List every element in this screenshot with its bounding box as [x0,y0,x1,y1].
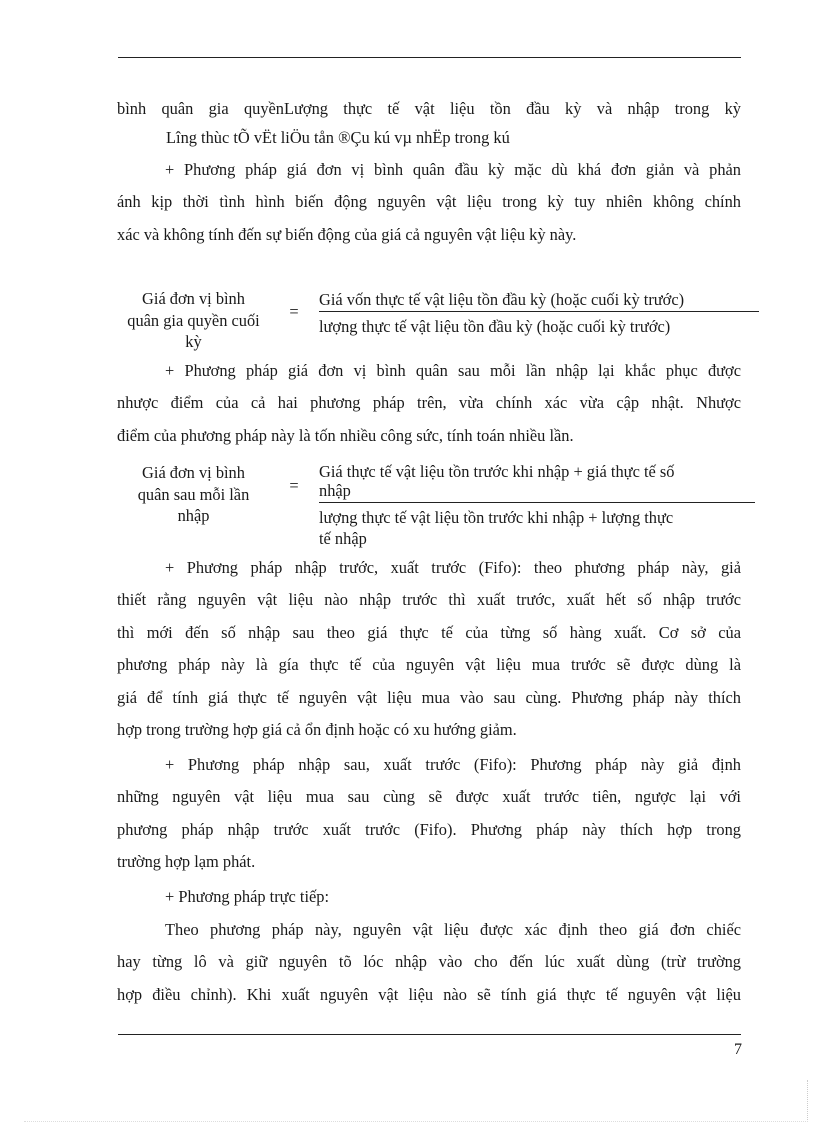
paragraph-weighted-average [117,93,741,155]
text-line: giá để tính giá thực tế nguyên vật liệu mua vào sau cùng. Phương pháp này thích [117,687,741,707]
page-number: 7 [734,1041,742,1058]
text-line: + Phương pháp nhập sau, xuất trước (Fifo): Phương pháp này giả định [165,755,741,774]
text-line: trường hợp lạm phát. [117,852,256,872]
numerator-line: Giá thực tế vật liệu tồn trước khi nhập + giá thực tế số [319,462,675,481]
text-line: + Phương pháp giá đơn vị bình quân đầu kỳ mặc dù khá đơn giản và phản [165,160,741,179]
text-line: những nguyên vật liệu mua sau cùng sẽ được xuất trước tiên, ngược lại với [117,787,741,807]
text-line: nhược điểm của cả hai phương pháp trên, vừa chính xác vừa cập nhật. Nhược [117,393,741,413]
text-line: điểm của phương pháp này là tốn nhiều công sức, tính toán nhiều lần. [117,425,574,445]
denominator-line: lượng thực tế vật liệu tồn đầu kỳ (hoặc cuối kỳ trước) [319,317,671,336]
numerator-line: nhập [319,481,351,500]
formula-after-each-import [117,462,757,554]
text-line: phương pháp này là gía thực tế của nguyên vật liệu mua trước sẽ được dùng là [117,655,741,675]
paragraph-direct [117,914,741,1011]
formula-weighted-average-end [117,288,757,358]
paragraph-direct-heading [117,881,741,913]
header-rule [118,57,741,58]
text-line: thì mới đến số nhập sau theo giá thực tế của từng số hàng xuất. Cơ sở của [117,622,741,642]
formula-label [117,288,270,353]
formula-numerator [319,290,759,312]
text-line-garbled: Lîng thùc tÕ vËt liÖu tån ®Çu kú vµ nhËp trong kú [166,128,510,148]
formula-label-line: Giá đơn vị bình [142,463,245,482]
paragraph-beginning-average [117,154,741,251]
text-line: ánh kịp thời tình hình biến động nguyên vật liệu trong kỳ tuy nhiên không chính [117,192,741,212]
paragraph-fifo [117,552,741,746]
text-line: + Phương pháp giá đơn vị bình quân sau mỗi lần nhập lại khắc phục được [165,361,741,380]
denominator-line: lượng thực tế vật liệu tồn trước khi nhập + lượng thực [319,508,674,527]
page-edge-marker [807,1080,808,1120]
formula-fraction [319,290,759,337]
formula-label-line: Giá đơn vị bình [142,289,245,308]
numerator-line: Giá vốn thực tế vật liệu tồn đầu kỳ (hoặc cuối kỳ trước) [319,290,685,309]
formula-label-line: nhập [177,506,210,525]
formula-denominator [319,503,755,549]
text-line: hợp trong trường hợp giá cả ổn định hoặc có xu hướng giảm. [117,720,517,740]
text-line: + Phương pháp nhập trước, xuất trước (Fifo): theo phương pháp này, giả [165,558,741,577]
paragraph-after-each-import [117,355,741,452]
formula-label-line: kỳ [185,332,202,351]
text-line: xác và không tính đến sự biến động của giá cả nguyên vật liệu kỳ này. [117,224,577,244]
text-line: thiết rằng nguyên vật liệu nào nhập trước thì xuất trước, xuất hết số nhập trước [117,590,741,610]
formula-fraction [319,462,755,549]
formula-label [117,462,270,527]
formula-label-line: quân gia quyền cuối [127,310,260,330]
text-line: + Phương pháp trực tiếp: [165,887,330,906]
text-line: phương pháp nhập trước xuất trước (Fifo). Phương pháp này thích hợp trong [117,819,741,839]
equals-sign: = [289,302,299,321]
denominator-line: tế nhập [319,529,367,548]
text-line: hợp điều chỉnh). Khi xuất nguyên vật liệu nào sẽ tính giá thực tế nguyên vật liệu [117,984,741,1004]
paragraph-lifo [117,749,741,879]
page-bottom-edge [24,1121,808,1122]
footer-rule [118,1034,741,1035]
text-line: bình quân gia quyềnLượng thực tế vật liệu tồn đầu kỳ và nhập trong kỳ [117,99,741,118]
formula-denominator [319,312,759,337]
formula-numerator [319,462,755,503]
formula-label-line: quân sau mỗi lần [137,484,250,504]
equals-sign: = [289,476,299,495]
text-line: hay từng lô và giữ nguyên tõ lóc nhập vào cho đến lúc xuất dùng (trừ trường [117,952,741,972]
text-line: Theo phương pháp này, nguyên vật liệu được xác định theo giá đơn chiếc [165,920,741,939]
